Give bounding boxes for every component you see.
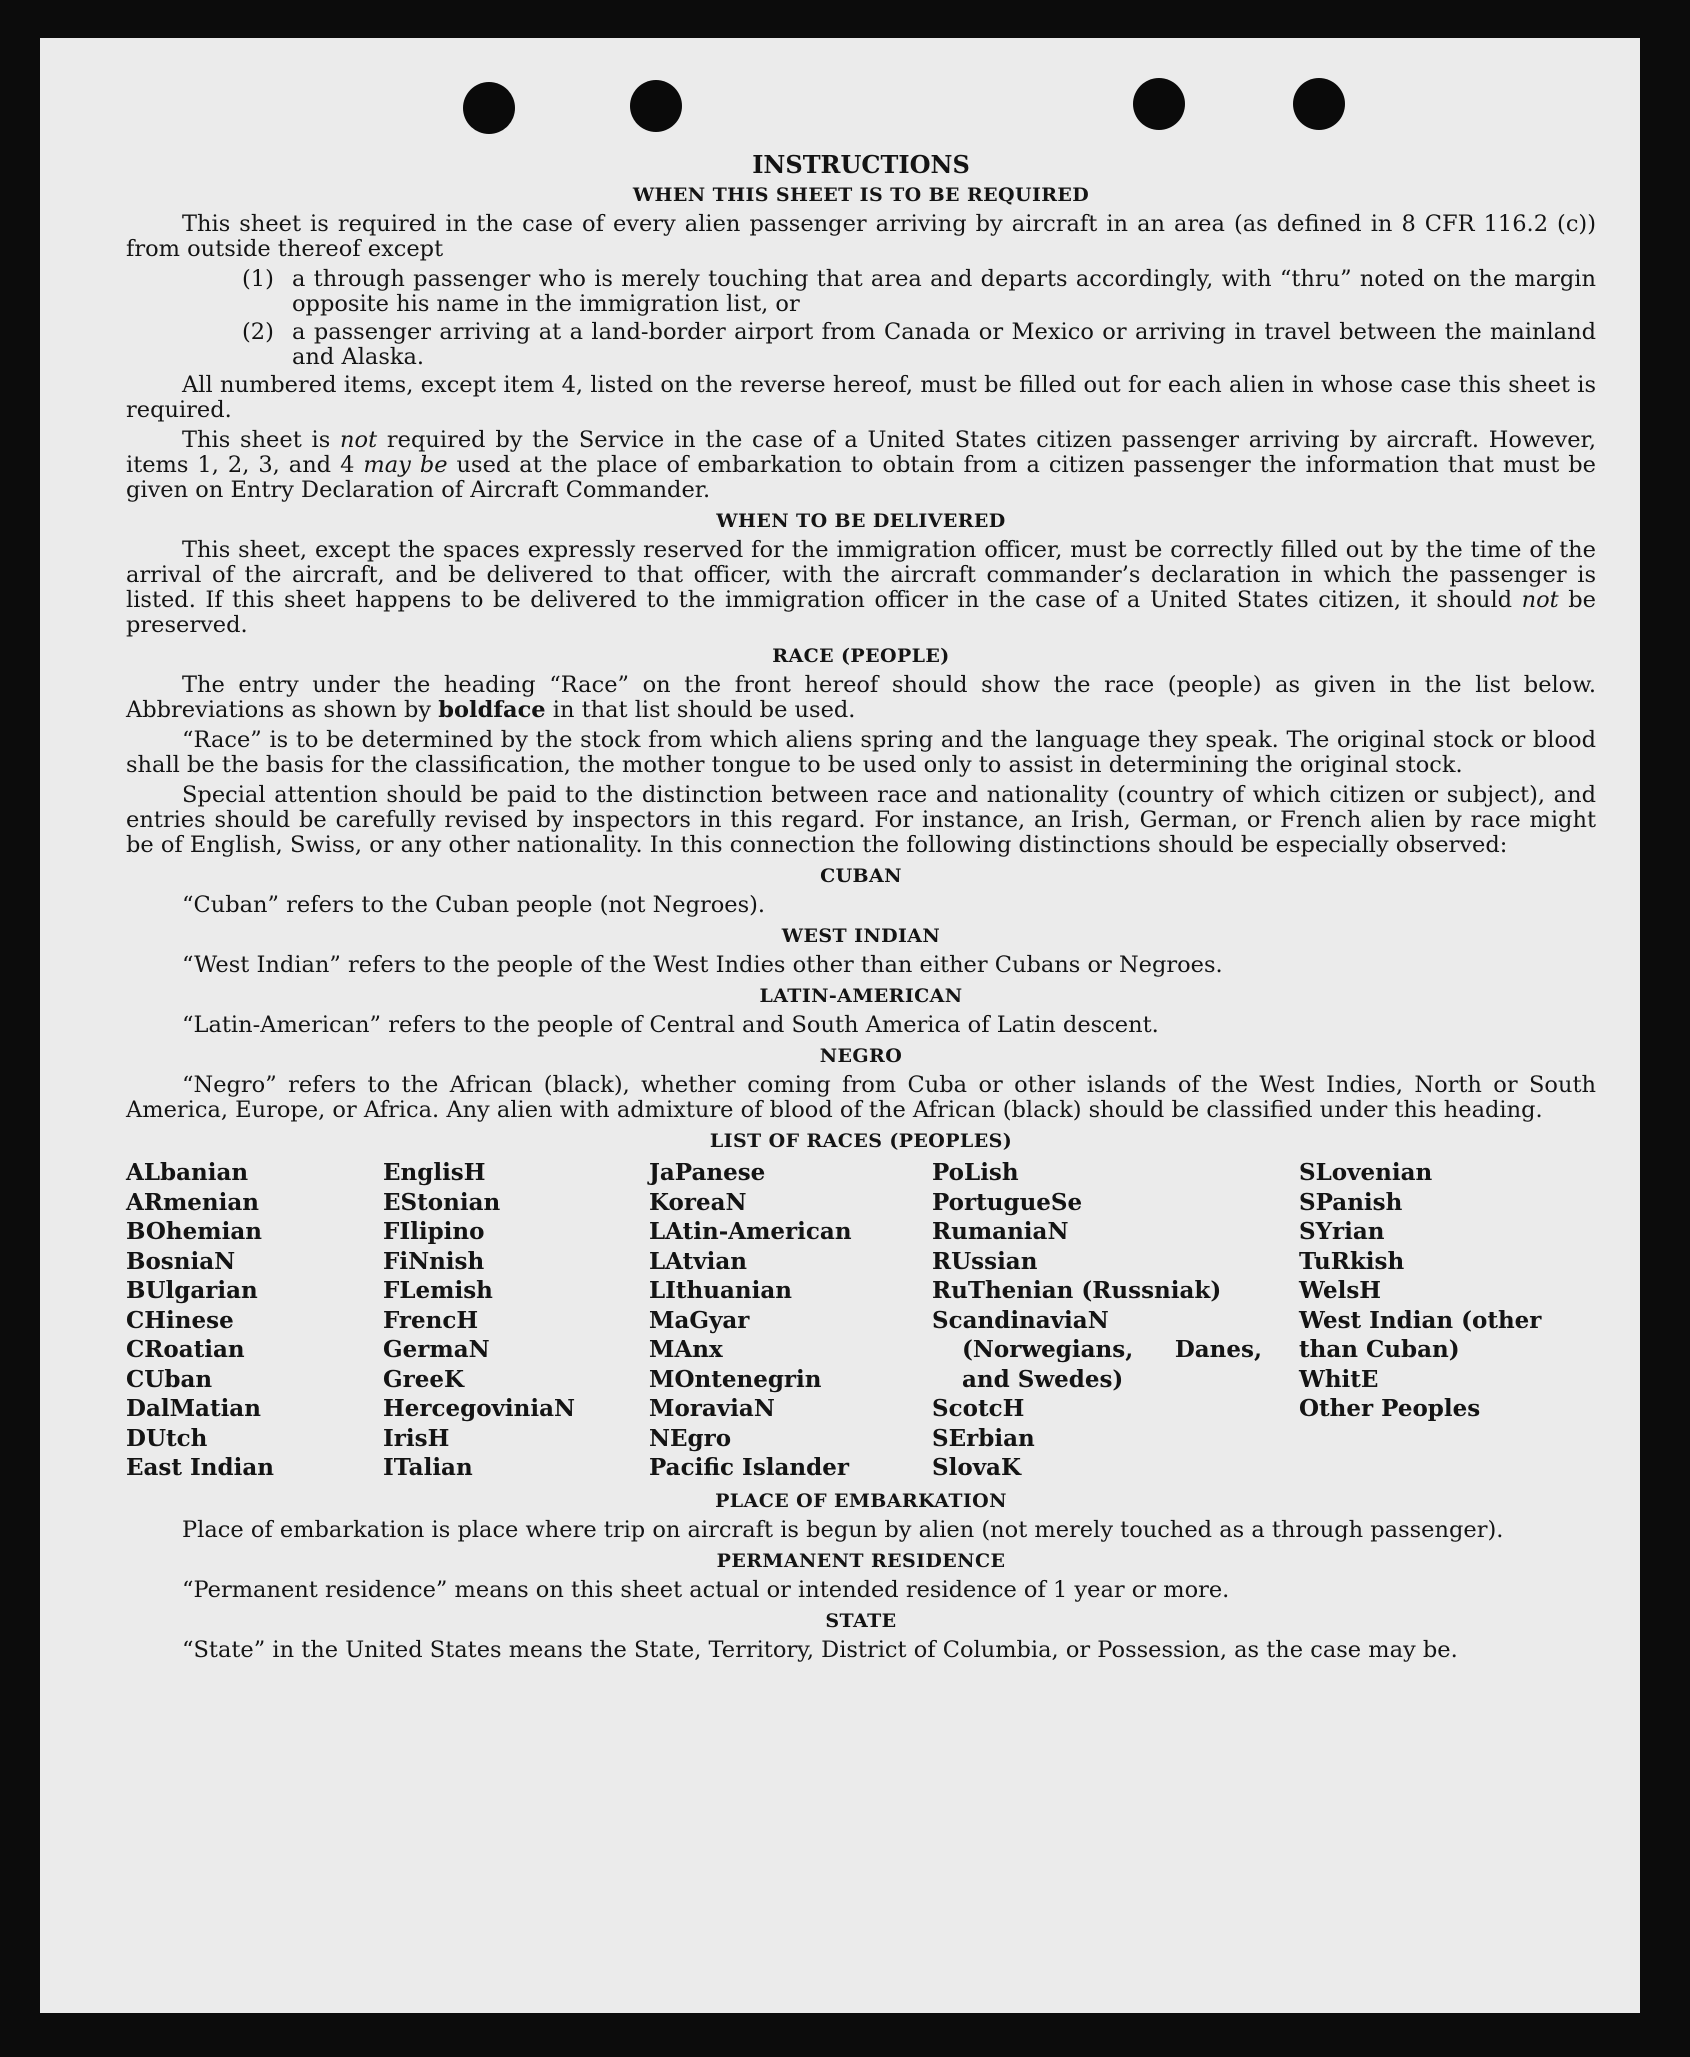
race-item: FrencH xyxy=(383,1306,479,1334)
paragraph: This sheet is required in the case of every alien passenger arriving by aircraft in an area (as defined in 8 CFR 116.2 (c)) from outside thereof except xyxy=(126,211,1596,262)
race-item: FLemish xyxy=(383,1277,493,1304)
race-item: MOntenegrin xyxy=(649,1365,822,1393)
race-item: CUban xyxy=(126,1365,213,1393)
race-item: CHinese xyxy=(126,1306,234,1334)
paragraph: “Race” is to be determined by the stock from which aliens spring and the language they speak. The original stock or blood shall be the basis for the classification, the mother tongue to be used only to assist in determining the original stock. xyxy=(126,727,1596,778)
race-item: HercegoviniaN xyxy=(383,1395,576,1422)
section-heading: WHEN THIS SHEET IS TO BE REQUIRED xyxy=(632,184,1090,206)
list-text: a through passenger who is merely touching that area and departs accordingly, with “thru” noted on the margin opposite his name in the immigration list, or xyxy=(292,266,1596,317)
race-item: GreeK xyxy=(383,1365,465,1393)
race-item: SErbian xyxy=(932,1424,1035,1452)
section-heading: LIST OF RACES (PEOPLES) xyxy=(709,1130,1013,1152)
race-item: ITalian xyxy=(383,1454,473,1481)
race-item: SLovenian xyxy=(1299,1159,1433,1186)
paragraph: “Cuban” refers to the Cuban people (not Negroes). xyxy=(182,892,766,918)
race-list xyxy=(126,1158,1596,1483)
race-item: BOhemian xyxy=(126,1218,262,1245)
race-item: PortugueSe xyxy=(932,1188,1083,1216)
race-item: BosniaN xyxy=(126,1247,236,1275)
list-item xyxy=(242,320,1596,370)
section-heading: CUBAN xyxy=(820,865,902,887)
race-column xyxy=(932,1158,1299,1483)
race-item: IrisH xyxy=(383,1424,450,1452)
race-item: RUssian xyxy=(932,1247,1038,1275)
paragraph: “Latin-American” refers to the people of Central and South America of Latin descent. xyxy=(182,1012,1159,1038)
race-column xyxy=(383,1158,649,1483)
race-item: MaGyar xyxy=(649,1306,750,1334)
race-item: WelsH xyxy=(1299,1277,1382,1304)
section-heading: STATE xyxy=(825,1609,897,1632)
paragraph: This sheet, except the spaces expressly reserved for the immigration officer, must be correctly filled out by the time of the arrival of the aircraft, and be delivered to that officer, with the aircraft commander’s declaration in which the passenger is listed. If this sheet happens to be delivered to the immigration officer in the case of a United States citizen, it should not be preserved. xyxy=(126,537,1596,638)
paragraph: All numbered items, except item 4, listed on the reverse hereof, must be filled out for each alien in whose case this sheet is required. xyxy=(126,372,1596,423)
race-item: SYrian xyxy=(1299,1218,1385,1245)
race-item: PoLish xyxy=(932,1159,1019,1186)
list-number: (2) xyxy=(242,319,274,345)
list-number: (1) xyxy=(242,266,274,292)
paragraph: “State” in the United States means the State, Territory, District of Columbia, or Possession, as the case may be. xyxy=(182,1636,1458,1663)
race-item: RuThenian (Russniak) xyxy=(932,1277,1222,1304)
race-item: FIlipino xyxy=(383,1218,485,1245)
race-item: East Indian xyxy=(126,1454,274,1481)
section-heading: NEGRO xyxy=(819,1045,903,1067)
section-heading: RACE (PEOPLE) xyxy=(772,645,950,667)
race-item: ScandinaviaN (Norwegians, Danes, and Swedes) xyxy=(932,1306,1262,1393)
race-item: DUtch xyxy=(126,1424,208,1452)
race-column xyxy=(1299,1158,1559,1483)
paragraph: “Permanent residence” means on this sheet actual or intended residence of 1 year or more. xyxy=(182,1576,1230,1603)
race-column xyxy=(126,1158,383,1483)
race-item: Pacific Islander xyxy=(649,1454,849,1481)
race-column xyxy=(649,1158,932,1483)
race-item: Other Peoples xyxy=(1299,1395,1481,1422)
section-heading: WHEN TO BE DELIVERED xyxy=(716,510,1006,532)
race-item: BUlgarian xyxy=(126,1277,258,1304)
paragraph: Place of embarkation is place where trip on aircraft is begun by alien (not merely touched as a through passenger). xyxy=(182,1516,1504,1543)
race-item: West Indian (other than Cuban) xyxy=(1299,1306,1542,1363)
race-item: WhitE xyxy=(1299,1365,1379,1393)
document-page xyxy=(40,38,1640,2013)
page-title: INSTRUCTIONS xyxy=(752,150,970,179)
race-item: KoreaN xyxy=(649,1188,747,1216)
list-text: a passenger arriving at a land-border airport from Canada or Mexico or arriving in travel between the mainland and Alaska. xyxy=(292,319,1596,370)
race-item: SPanish xyxy=(1299,1188,1403,1216)
race-item: SlovaK xyxy=(932,1454,1021,1481)
paragraph: The entry under the heading “Race” on the front hereof should show the race (people) as given in the list below. Abbreviations as shown by boldface in that list should be used. xyxy=(126,672,1596,723)
race-item: MAnx xyxy=(649,1336,723,1363)
paragraph: “West Indian” refers to the people of the West Indies other than either Cubans or Negroes. xyxy=(182,952,1223,978)
race-item: LIthuanian xyxy=(649,1277,792,1304)
paragraph: This sheet is not required by the Service in the case of a United States citizen passenger arriving by aircraft. However, items 1, 2, 3, and 4 may be used at the place of embarkation to obtain from a citizen passenger the information that must be given on Entry Declaration of Aircraft Commander. xyxy=(126,427,1596,503)
section-heading: PERMANENT RESIDENCE xyxy=(716,1549,1006,1572)
race-item: LAtvian xyxy=(649,1247,747,1275)
race-item: TuRkish xyxy=(1299,1247,1405,1275)
race-item: FiNnish xyxy=(383,1247,485,1275)
race-item: ScotcH xyxy=(932,1395,1025,1422)
race-item: JaPanese xyxy=(649,1159,766,1186)
race-item: ARmenian xyxy=(126,1188,260,1216)
race-item: CRoatian xyxy=(126,1336,245,1363)
race-item: NEgro xyxy=(649,1424,732,1452)
race-item: EnglisH xyxy=(383,1159,486,1186)
instructions-content xyxy=(126,112,1596,1668)
section-heading: LATIN-AMERICAN xyxy=(759,985,963,1007)
race-item: GermaN xyxy=(383,1336,490,1363)
section-heading: PLACE OF EMBARKATION xyxy=(715,1489,1007,1512)
race-item: DalMatian xyxy=(126,1395,261,1422)
section-heading: WEST INDIAN xyxy=(781,925,941,947)
paragraph: “Negro” refers to the African (black), whether coming from Cuba or other islands of the West Indies, North or South America, Europe, or Africa. Any alien with admixture of blood of the African (black) should be classified under this heading. xyxy=(126,1072,1596,1123)
race-item: LAtin-American xyxy=(649,1218,852,1245)
race-item: RumaniaN xyxy=(932,1218,1069,1245)
paragraph: Special attention should be paid to the distinction between race and nationality (country of which citizen or subject), and entries should be carefully revised by inspectors in this regard. For instance, an Irish, German, or French alien by race might be of English, Swiss, or any other nationality. In this connection the following distinctions should be especially observed: xyxy=(126,782,1596,858)
race-item: EStonian xyxy=(383,1188,501,1216)
race-item: MoraviaN xyxy=(649,1395,775,1422)
list-item xyxy=(242,267,1596,317)
race-item: ALbanian xyxy=(126,1159,249,1186)
